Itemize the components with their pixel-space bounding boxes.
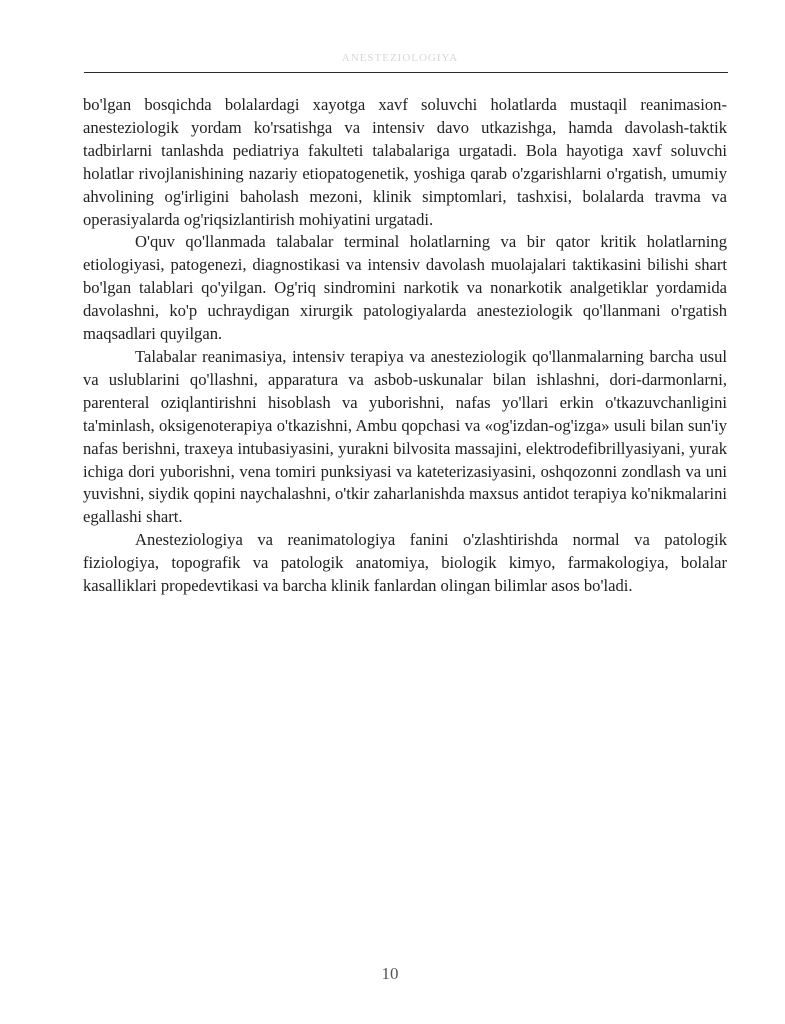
- page-body: [83, 94, 727, 598]
- paragraph-3: Talabalar reanimasiya, intensiv terapiya va anesteziologik qo'llanmalarning barcha usul va uslublarini qo'llashni, apparatura va asbob-uskunalar bilan ishlashni, dori-darmonlarni, parenteral oziqlantirishni hisoblash va yuborishni, nafas yo'llari erkin o'tkazuvchanligini ta'minlash, oksigenoterapiya o'tkazishni, Ambu qopchasi va «og'izdan-og'izga» usuli bilan sun'iy nafas berishni, traxeya intubasiyasini, yurakni bilvosita massajini, elektrodefibrillyasiyani, yurak ichiga dori yuborishni, vena tomiri punksiyasi va kateterizasiyasini, oshqozonni zondlash va uni yuvishni, siydik qopini naychalashni, o'tkir zaharlanishda maxsus antidot terapiya ko'nikmalarini egallashi shart.: [83, 346, 727, 527]
- header-divider: [84, 72, 728, 73]
- running-header-title: ANESTEZIOLOGIYA: [341, 52, 459, 64]
- page-number: 10: [381, 964, 399, 983]
- paragraph-4: Anesteziologiya va reanimatologiya fanini o'zlashtirishda normal va patologik fiziologiya, topografik va patologik anatomiya, biologik kimyo, farmakologiya, bolalar kasalliklari propedevtikasi va barcha klinik fanlardan olingan bilimlar asos bo'ladi.: [83, 530, 727, 596]
- paragraph-1: bo'lgan bosqichda bolalardagi xayotga xavf soluvchi holatlarda mustaqil reanimasion-anesteziologik yordam ko'rsatishga va intensiv davo utkazishga, hamda davolash-taktik tadbirlarni tanlashda pediatriya fakulteti talabalariga urgatadi. Bola hayotiga xavf soluvchi holatlar rivojlanishining nazariy etiopatogenetik, yoshiga qarab o'zgarishlarni o'rgatish, umumiy ahvolining og'irligini baholash mezoni, klinik simptomlari, tashxisi, bolalarda travma va operasiyalarda og'riqsizlantirish mohiyatini urgatadi.: [83, 95, 727, 229]
- paragraph-2: O'quv qo'llanmada talabalar terminal holatlarning va bir qator kritik holatlarning etiologiyasi, patogenezi, diagnostikasi va intensiv davolash muolajalari taktikasini bilishi shart bo'lgan talablari qo'yilgan. Og'riq sindromini narkotik va nonarkotik analgetiklar yordamida davolashni, ko'p uchraydigan xirurgik patologiyalarda anesteziologik qo'llanmani o'rgatish maqsadlari quyilgan.: [83, 232, 727, 344]
